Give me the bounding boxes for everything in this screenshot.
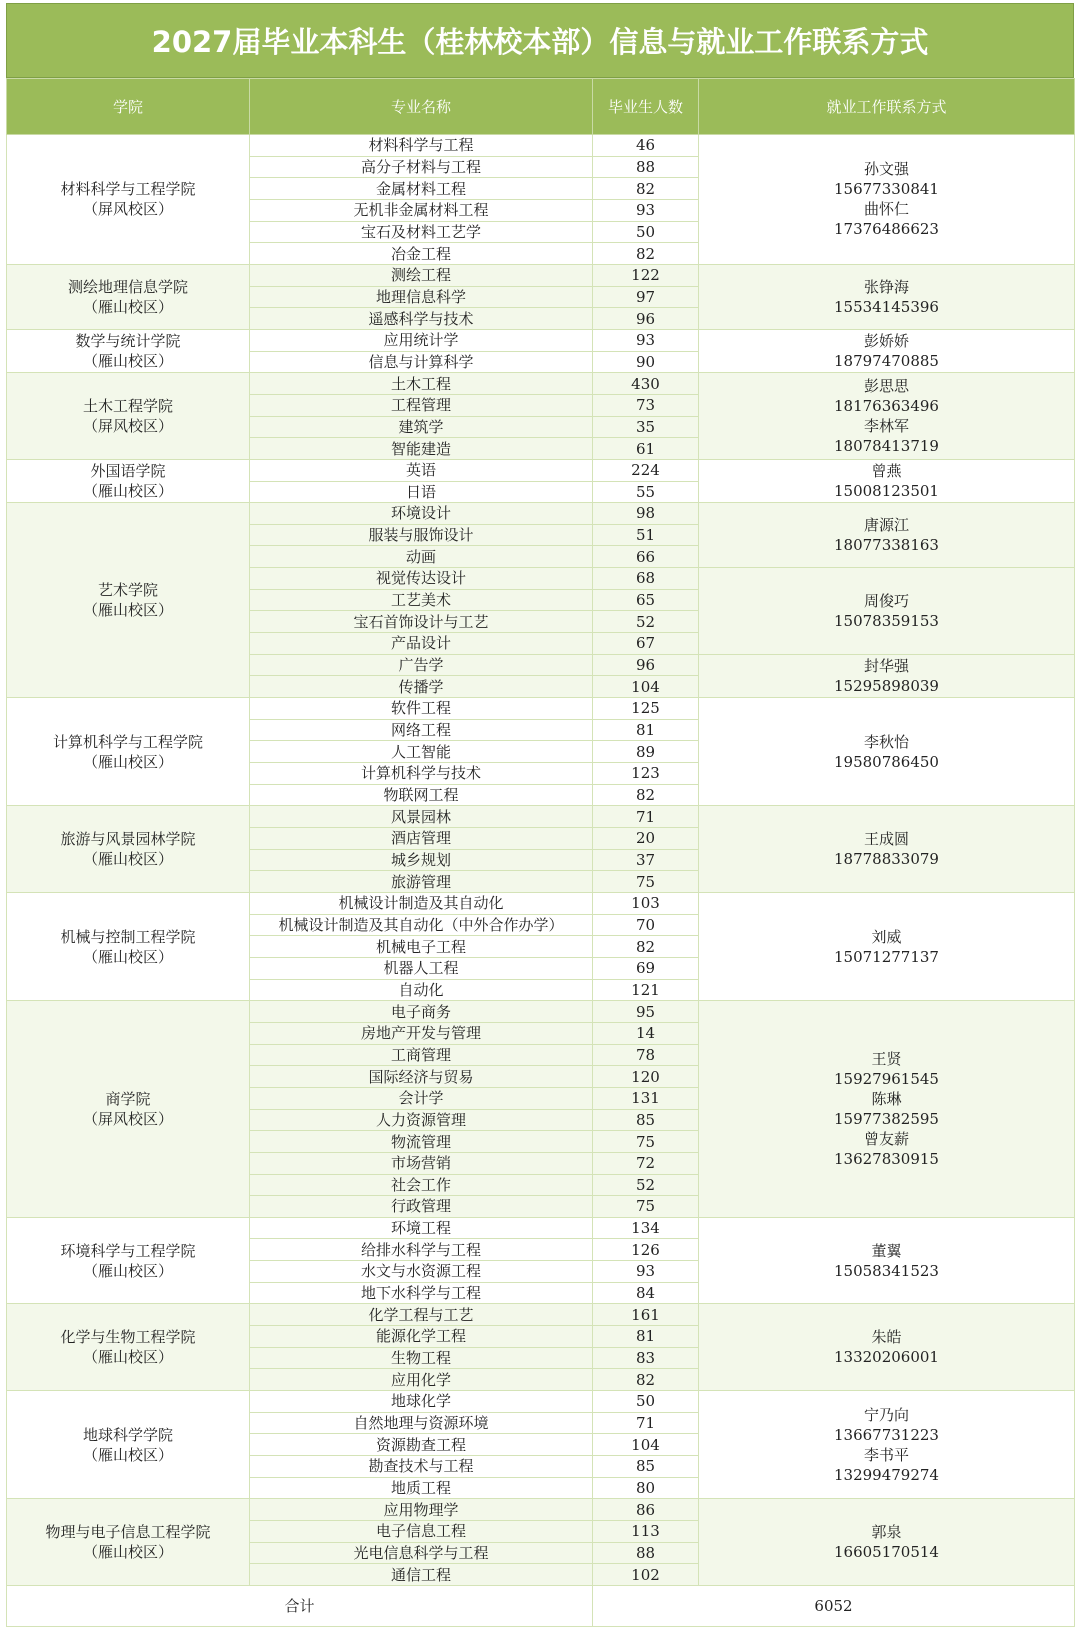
college-cell: [7, 135, 250, 265]
contact-cell: [699, 329, 1075, 372]
major-name: 计算机科学与技术: [250, 763, 593, 785]
graduate-count: 14: [593, 1022, 699, 1044]
contact-phone: 13320206001: [834, 1348, 939, 1367]
graduate-count: 89: [593, 741, 699, 763]
table-row: [7, 806, 1075, 828]
college-cell: [7, 1001, 250, 1218]
contact-phone: 17376486623: [834, 220, 939, 239]
major-name: 动画: [250, 546, 593, 568]
graduate-count: 82: [593, 936, 699, 958]
major-name: 工程管理: [250, 394, 593, 416]
college-name: 物理与电子信息工程学院: [45, 1523, 211, 1542]
major-name: 应用统计学: [250, 329, 593, 351]
graduate-count: 86: [593, 1499, 699, 1521]
contact-name: 王成圆: [863, 830, 909, 849]
major-name: 材料科学与工程: [250, 135, 593, 157]
college-campus: （雁山校区）: [82, 947, 173, 966]
graduate-count: 83: [593, 1347, 699, 1369]
major-name: 地理信息科学: [250, 286, 593, 308]
graduate-count: 85: [593, 1456, 699, 1478]
college-name: 计算机科学与工程学院: [52, 732, 203, 751]
header-row: [7, 79, 1075, 135]
graduate-count: 81: [593, 1326, 699, 1348]
major-name: 自动化: [250, 979, 593, 1001]
table-row: [7, 459, 1075, 481]
contact-name: 彭思思: [863, 377, 909, 396]
college-campus: （雁山校区）: [82, 1261, 173, 1280]
college-name: 地球科学学院: [82, 1425, 173, 1444]
graduate-count: 51: [593, 524, 699, 546]
major-name: 电子信息工程: [250, 1521, 593, 1543]
graduate-count: 75: [593, 1131, 699, 1153]
major-name: 英语: [250, 459, 593, 481]
graduate-count: 103: [593, 892, 699, 914]
college-campus: （屏风校区）: [82, 200, 173, 219]
major-name: 行政管理: [250, 1196, 593, 1218]
contact-phone: 15008123501: [834, 482, 939, 500]
contact-phone: 15534145396: [834, 297, 939, 316]
graduate-count: 50: [593, 221, 699, 243]
graduate-count: 85: [593, 1109, 699, 1131]
contact-phone: 13627830915: [834, 1150, 939, 1169]
contact-phone: 15295898039: [834, 676, 939, 695]
contact-cell: [699, 135, 1075, 265]
major-name: 宝石首饰设计与工艺: [250, 611, 593, 633]
table-row: [7, 135, 1075, 157]
college-name: 材料科学与工程学院: [60, 180, 196, 199]
college-name: 商学院: [105, 1090, 151, 1109]
major-name: 工商管理: [250, 1044, 593, 1066]
college-cell: [7, 1391, 250, 1499]
table-row: [7, 698, 1075, 720]
graduate-count: 68: [593, 568, 699, 590]
contact-cell: [699, 806, 1075, 893]
contact-phone: 15071277137: [834, 947, 939, 966]
table-row: [7, 503, 1075, 525]
contact-name: 李林军: [863, 417, 909, 436]
contact-cell: [699, 459, 1075, 502]
college-cell: [7, 1499, 250, 1586]
college-cell: [7, 503, 250, 698]
graduate-count: 430: [593, 373, 699, 395]
major-name: 光电信息科学与工程: [250, 1542, 593, 1564]
major-name: 勘查技术与工程: [250, 1456, 593, 1478]
graduate-count: 82: [593, 178, 699, 200]
college-campus: （屏风校区）: [82, 417, 173, 436]
contact-name: 曾友薪: [863, 1130, 909, 1149]
graduate-count: 66: [593, 546, 699, 568]
major-name: 传播学: [250, 676, 593, 698]
table-row: [7, 1391, 1075, 1413]
graduate-count: 65: [593, 589, 699, 611]
college-name: 数学与统计学院: [75, 332, 181, 351]
major-name: 化学工程与工艺: [250, 1304, 593, 1326]
total-value: 6052: [593, 1585, 1075, 1626]
contact-cell: [699, 264, 1075, 329]
contact-name: 唐源江: [863, 516, 909, 535]
contact-cell: [699, 503, 1075, 568]
graduate-count: 70: [593, 914, 699, 936]
graduate-count: 35: [593, 416, 699, 438]
contact-phone: 13667731223: [834, 1425, 939, 1444]
graduate-count: 93: [593, 329, 699, 351]
major-name: 建筑学: [250, 416, 593, 438]
contact-cell: [699, 1304, 1075, 1391]
major-name: 物联网工程: [250, 784, 593, 806]
table-row: [7, 1304, 1075, 1326]
major-name: 酒店管理: [250, 828, 593, 850]
contact-name: 封华强: [863, 656, 909, 675]
header-college: 学院: [7, 79, 250, 135]
graduate-count: 73: [593, 394, 699, 416]
major-name: 网络工程: [250, 719, 593, 741]
contact-cell: [699, 1391, 1075, 1499]
graduate-count: 113: [593, 1521, 699, 1543]
contact-name: 李书平: [863, 1445, 909, 1464]
graduate-count: 67: [593, 633, 699, 655]
major-name: 地球化学: [250, 1391, 593, 1413]
college-name: 外国语学院: [90, 462, 166, 480]
graduate-count: 82: [593, 784, 699, 806]
contact-name: 彭娇娇: [863, 332, 909, 351]
college-campus: （雁山校区）: [82, 850, 173, 869]
graduate-count: 120: [593, 1066, 699, 1088]
college-cell: [7, 329, 250, 372]
major-name: 工艺美术: [250, 589, 593, 611]
college-campus: （雁山校区）: [82, 1348, 173, 1367]
contact-name: 董翼: [871, 1241, 902, 1260]
major-name: 通信工程: [250, 1564, 593, 1586]
graduate-count: 82: [593, 1369, 699, 1391]
major-name: 应用物理学: [250, 1499, 593, 1521]
contact-cell: [699, 1001, 1075, 1218]
college-cell: [7, 1304, 250, 1391]
contact-phone: 15078359153: [834, 611, 939, 630]
table-row: [7, 1499, 1075, 1521]
contact-cell: [699, 1217, 1075, 1304]
graduate-count: 52: [593, 1174, 699, 1196]
graduate-count: 161: [593, 1304, 699, 1326]
table-row: [7, 264, 1075, 286]
major-name: 金属材料工程: [250, 178, 593, 200]
contact-name: 曾燕: [871, 462, 902, 480]
graduate-count: 80: [593, 1477, 699, 1499]
major-name: 智能建造: [250, 438, 593, 460]
graduate-count: 95: [593, 1001, 699, 1023]
graduate-count: 84: [593, 1282, 699, 1304]
graduate-count: 88: [593, 156, 699, 178]
college-name: 测绘地理信息学院: [67, 277, 188, 296]
major-name: 服装与服饰设计: [250, 524, 593, 546]
table-body: [7, 135, 1075, 1586]
major-name: 无机非金属材料工程: [250, 199, 593, 221]
college-name: 旅游与风景园林学院: [60, 830, 196, 849]
graduate-count: 50: [593, 1391, 699, 1413]
major-name: 生物工程: [250, 1347, 593, 1369]
graduates-table: [6, 78, 1075, 1627]
major-name: 软件工程: [250, 698, 593, 720]
major-name: 高分子材料与工程: [250, 156, 593, 178]
graduate-count: 224: [593, 459, 699, 481]
contact-name: 张铮海: [863, 277, 909, 296]
table-row: [7, 373, 1075, 395]
contact-name: 陈琳: [871, 1090, 902, 1109]
college-name: 艺术学院: [97, 581, 158, 600]
graduate-count: 78: [593, 1044, 699, 1066]
college-cell: [7, 698, 250, 806]
major-name: 给排水科学与工程: [250, 1239, 593, 1261]
graduate-count: 55: [593, 481, 699, 503]
graduate-count: 104: [593, 1434, 699, 1456]
major-name: 测绘工程: [250, 264, 593, 286]
college-cell: [7, 373, 250, 460]
contact-phone: 13299479274: [834, 1465, 939, 1484]
contact-cell: [699, 654, 1075, 697]
spreadsheet: [6, 3, 1074, 1627]
major-name: 社会工作: [250, 1174, 593, 1196]
header-contact: 就业工作联系方式: [699, 79, 1075, 135]
graduate-count: 75: [593, 871, 699, 893]
graduate-count: 81: [593, 719, 699, 741]
contact-cell: [699, 892, 1075, 1000]
major-name: 城乡规划: [250, 849, 593, 871]
graduate-count: 93: [593, 199, 699, 221]
major-name: 风景园林: [250, 806, 593, 828]
header-count: 毕业生人数: [593, 79, 699, 135]
graduate-count: 97: [593, 286, 699, 308]
major-name: 信息与计算科学: [250, 351, 593, 373]
graduate-count: 96: [593, 654, 699, 676]
header-major: 专业名称: [250, 79, 593, 135]
major-name: 环境工程: [250, 1217, 593, 1239]
major-name: 冶金工程: [250, 243, 593, 265]
graduate-count: 71: [593, 1412, 699, 1434]
graduate-count: 52: [593, 611, 699, 633]
major-name: 房地产开发与管理: [250, 1022, 593, 1044]
college-cell: [7, 459, 250, 502]
contact-phone: 19580786450: [834, 752, 939, 771]
major-name: 遥感科学与技术: [250, 308, 593, 330]
contact-phone: 15977382595: [834, 1110, 939, 1129]
major-name: 日语: [250, 481, 593, 503]
contact-name: 郭泉: [871, 1523, 902, 1542]
graduate-count: 82: [593, 243, 699, 265]
graduate-count: 104: [593, 676, 699, 698]
major-name: 土木工程: [250, 373, 593, 395]
major-name: 机械设计制造及其自动化（中外合作办学）: [250, 914, 593, 936]
contact-phone: 15927961545: [834, 1070, 939, 1089]
table-row: [7, 892, 1075, 914]
major-name: 人工智能: [250, 741, 593, 763]
major-name: 视觉传达设计: [250, 568, 593, 590]
major-name: 市场营销: [250, 1152, 593, 1174]
contact-phone: 16605170514: [834, 1543, 939, 1562]
major-name: 宝石及材料工艺学: [250, 221, 593, 243]
contact-name: 曲怀仁: [863, 200, 909, 219]
major-name: 自然地理与资源环境: [250, 1412, 593, 1434]
contact-cell: [699, 373, 1075, 460]
major-name: 水文与水资源工程: [250, 1261, 593, 1283]
graduate-count: 125: [593, 698, 699, 720]
contact-phone: 18077338163: [834, 536, 939, 555]
total-row: [7, 1585, 1075, 1626]
contact-phone: 18176363496: [834, 397, 939, 416]
contact-phone: 18797470885: [834, 352, 939, 371]
graduate-count: 93: [593, 1261, 699, 1283]
college-name: 土木工程学院: [82, 397, 173, 416]
contact-cell: [699, 1499, 1075, 1586]
major-name: 资源勘查工程: [250, 1434, 593, 1456]
contact-name: 周俊巧: [863, 591, 909, 610]
major-name: 地质工程: [250, 1477, 593, 1499]
college-cell: [7, 892, 250, 1000]
college-campus: （雁山校区）: [82, 482, 173, 500]
graduate-count: 46: [593, 135, 699, 157]
graduate-count: 72: [593, 1152, 699, 1174]
graduate-count: 90: [593, 351, 699, 373]
contact-phone: 18778833079: [834, 850, 939, 869]
graduate-count: 75: [593, 1196, 699, 1218]
contact-name: 王贤: [871, 1050, 902, 1069]
contact-cell: [699, 698, 1075, 806]
major-name: 产品设计: [250, 633, 593, 655]
major-name: 机器人工程: [250, 957, 593, 979]
graduate-count: 98: [593, 503, 699, 525]
contact-phone: 18078413719: [834, 437, 939, 456]
college-campus: （雁山校区）: [82, 601, 173, 620]
graduate-count: 20: [593, 828, 699, 850]
contact-phone: 15058341523: [834, 1261, 939, 1280]
college-campus: （雁山校区）: [82, 352, 173, 371]
page-title: 2027届毕业本科生（桂林校本部）信息与就业工作联系方式: [6, 3, 1074, 78]
graduate-count: 121: [593, 979, 699, 1001]
contact-name: 孙文强: [863, 160, 909, 179]
table-row: [7, 1001, 1075, 1023]
graduate-count: 131: [593, 1087, 699, 1109]
college-name: 机械与控制工程学院: [60, 927, 196, 946]
contact-name: 李秋怡: [863, 732, 909, 751]
contact-name: 刘威: [871, 927, 902, 946]
college-name: 环境科学与工程学院: [60, 1241, 196, 1260]
contact-cell: [699, 568, 1075, 655]
major-name: 广告学: [250, 654, 593, 676]
table-row: [7, 329, 1075, 351]
graduate-count: 96: [593, 308, 699, 330]
total-label: 合计: [7, 1585, 593, 1626]
major-name: 会计学: [250, 1087, 593, 1109]
graduate-count: 37: [593, 849, 699, 871]
table-row: [7, 1217, 1075, 1239]
major-name: 应用化学: [250, 1369, 593, 1391]
graduate-count: 71: [593, 806, 699, 828]
college-campus: （屏风校区）: [82, 1110, 173, 1129]
college-cell: [7, 806, 250, 893]
graduate-count: 88: [593, 1542, 699, 1564]
graduate-count: 123: [593, 763, 699, 785]
college-name: 化学与生物工程学院: [60, 1328, 196, 1347]
major-name: 机械设计制造及其自动化: [250, 892, 593, 914]
contact-name: 朱皓: [871, 1328, 902, 1347]
major-name: 机械电子工程: [250, 936, 593, 958]
major-name: 能源化学工程: [250, 1326, 593, 1348]
college-campus: （雁山校区）: [82, 1543, 173, 1562]
graduate-count: 126: [593, 1239, 699, 1261]
major-name: 物流管理: [250, 1131, 593, 1153]
graduate-count: 134: [593, 1217, 699, 1239]
college-campus: （雁山校区）: [82, 297, 173, 316]
college-cell: [7, 264, 250, 329]
major-name: 电子商务: [250, 1001, 593, 1023]
major-name: 人力资源管理: [250, 1109, 593, 1131]
major-name: 国际经济与贸易: [250, 1066, 593, 1088]
graduate-count: 61: [593, 438, 699, 460]
college-cell: [7, 1217, 250, 1304]
graduate-count: 102: [593, 1564, 699, 1586]
major-name: 旅游管理: [250, 871, 593, 893]
college-campus: （雁山校区）: [82, 1445, 173, 1464]
major-name: 地下水科学与工程: [250, 1282, 593, 1304]
contact-phone: 15677330841: [834, 180, 939, 199]
contact-name: 宁乃向: [863, 1405, 909, 1424]
graduate-count: 69: [593, 957, 699, 979]
major-name: 环境设计: [250, 503, 593, 525]
graduate-count: 122: [593, 264, 699, 286]
college-campus: （雁山校区）: [82, 752, 173, 771]
